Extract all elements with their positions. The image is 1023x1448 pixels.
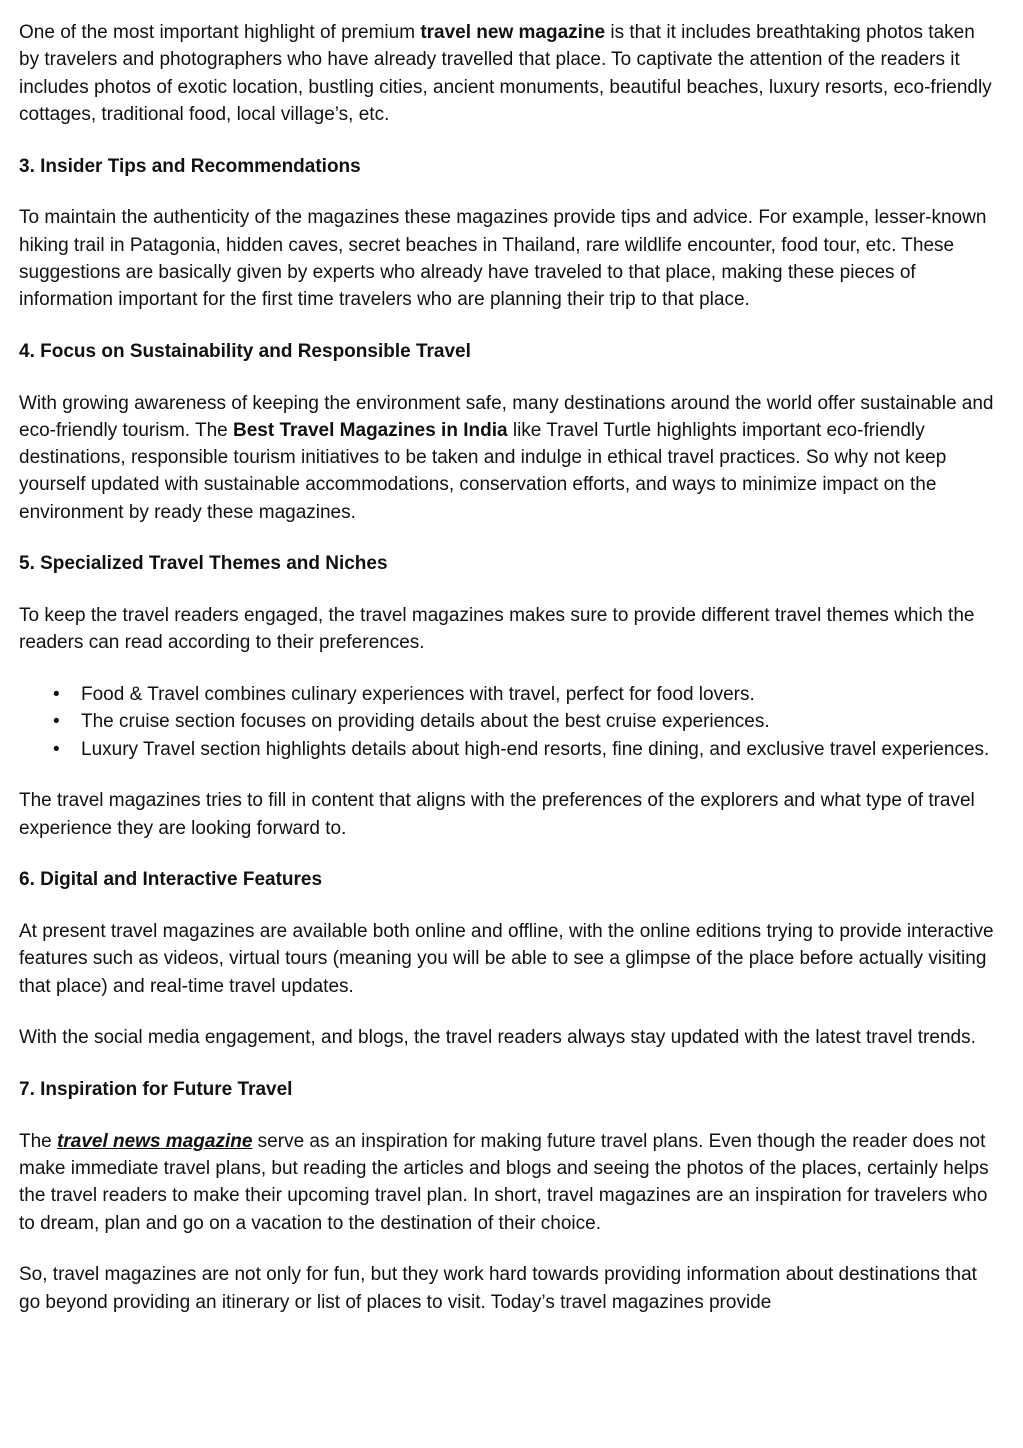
section-4-heading: 4. Focus on Sustainability and Responsible Travel	[19, 340, 471, 362]
list-item	[53, 681, 994, 708]
intro-bold-phrase: travel new magazine	[420, 22, 606, 43]
list-item-text: Food & Travel combines culinary experiences with travel, perfect for food lovers.	[81, 684, 755, 706]
section-4-text-before: With growing awareness of keeping the environment safe, many destinations around the world offer sustainable and eco-friendly tourism. The	[19, 392, 994, 441]
bullet-icon: •	[53, 711, 60, 733]
bullet-icon: •	[53, 684, 60, 706]
section-5-heading: 5. Specialized Travel Themes and Niches	[19, 553, 388, 575]
list-item-text: Luxury Travel section highlights details about high-end resorts, fine dining, and exclusive travel experiences.	[81, 738, 990, 760]
section-6-paragraph-1: At present travel magazines are available both online and offline, with the online editions trying to provide interactive features such as videos, virtual tours (meaning you will be able to see a glimpse of the place before actually visiting that place) and real-time travel updates.	[19, 921, 994, 997]
closing-paragraph: So, travel magazines are not only for fun, but they work hard towards providing information about destinations that go beyond providing an itinerary or list of places to visit. Today’s travel magazines provide	[19, 1264, 977, 1313]
section-6-paragraph-2: With the social media engagement, and blogs, the travel readers always stay updated with the latest travel trends.	[19, 1027, 976, 1049]
section-3-paragraph: To maintain the authenticity of the magazines these magazines provide tips and advice. For example, lesser-known hiking trail in Patagonia, hidden caves, secret beaches in Thailand, rare wildlife encounter, food tour, etc. These suggestions are basically given by experts who already have traveled to that place, making these pieces of information important for the first time travelers who are planning their trip to that place.	[19, 207, 987, 311]
section-3-heading: 3. Insider Tips and Recommendations	[19, 155, 361, 177]
intro-text-before: One of the most important highlight of premium	[19, 22, 421, 43]
section-4-text-after: like Travel Turtle highlights important eco-friendly destinations, responsible tourism initiatives to be taken and indulge in ethical travel practices. So why not keep yourself updated with sustainable accommodations, conservation efforts, and ways to minimize impact on the environment by ready these magazines.	[19, 419, 947, 523]
section-4-paragraph	[19, 390, 994, 526]
bullet-icon: •	[53, 738, 60, 760]
travel-news-magazine-link[interactable]: travel news magazine	[57, 1130, 253, 1152]
section-6-heading: 6. Digital and Interactive Features	[19, 869, 323, 891]
section-7-paragraph	[19, 1128, 994, 1237]
list-item	[53, 736, 994, 763]
section-7-text-after: serve as an inspiration for making future travel plans. Even though the reader does not make immediate travel plans, but reading the articles and blogs and seeing the photos of the places, certainly helps the travel readers to make their upcoming travel plan. In short, travel magazines are an inspiration for travelers who to dream, plan and go on a vacation to the destination of their choice.	[19, 1130, 989, 1234]
list-item-text: The cruise section focuses on providing details about the best cruise experiences.	[81, 711, 770, 733]
section-5-outro-paragraph: The travel magazines tries to fill in content that aligns with the preferences of the explorers and what type of travel experience they are looking forward to.	[19, 790, 975, 839]
section-4-bold-phrase: Best Travel Magazines in India	[233, 419, 508, 441]
section-5-intro-paragraph: To keep the travel readers engaged, the travel magazines makes sure to provide different travel themes which the readers can read according to their preferences.	[19, 605, 975, 654]
themes-bullet-list	[19, 681, 994, 763]
section-7-heading: 7. Inspiration for Future Travel	[19, 1079, 293, 1100]
intro-text-after: is that it includes breathtaking photos taken by travelers and photographers who have already travelled that place. To captivate the attention of the readers it includes photos of exotic location, bustling cities, ancient monuments, beautiful beaches, luxury resorts, eco-friendly cottages, traditional food, local village’s, etc.	[19, 22, 992, 125]
intro-paragraph	[19, 19, 994, 128]
document-page	[19, 19, 994, 1340]
section-7-text-before: The	[19, 1130, 58, 1152]
list-item	[53, 708, 994, 735]
